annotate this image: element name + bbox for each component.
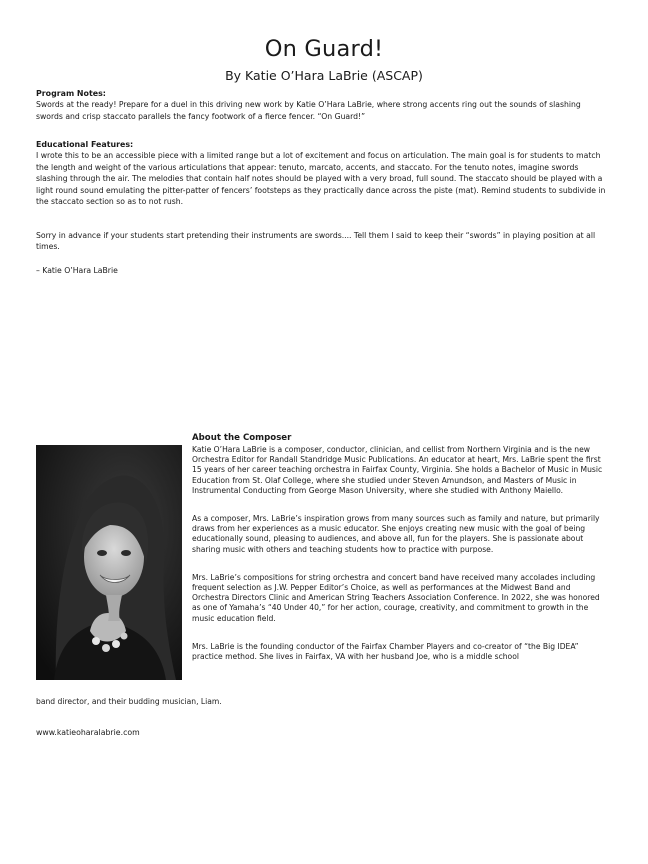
sorry-note-text: Sorry in advance if your students start pretending their instruments are swords.... Tell them I said to keep their “swords” in playing position at all times.: [36, 231, 596, 252]
byline: By Katie O’Hara LaBrie (ASCAP): [225, 68, 423, 83]
about-paragraph-4: Mrs. LaBrie is the founding conductor of the Fairfax Chamber Players and co-creator of “the Big IDEA” practice method. She lives in Fairfax, VA with her husband Joe, who is a middle school: [192, 641, 579, 662]
about-paragraph-4-continued: [36, 697, 610, 707]
website-link[interactable]: www.katieoharalabrie.com: [36, 728, 140, 737]
composer-photo: [36, 445, 182, 680]
educational-features-heading: Educational Features:: [36, 140, 134, 149]
sorry-note: [36, 230, 610, 253]
about-paragraph-1: Katie O’Hara LaBrie is a composer, conductor, clinician, and cellist from Northern Virginia and is the new Orchestra Editor for Randall Standridge Music Publications. An educator at heart, Mrs. LaBrie spent the first 15 years of her career teaching orchestra in Fairfax County, Virginia. She holds a Bachelor of Music in Music Education from St. Olaf College, where she studied under Steven Amundson, and Masters of Music in Instrumental Conducting from George Mason University, where she studied with Anthony Maiello.: [192, 445, 603, 495]
educational-features-section: [36, 139, 610, 207]
page-title: On Guard!: [264, 36, 384, 62]
program-notes-section: [36, 88, 610, 122]
composer-portrait-image: [36, 445, 182, 680]
signature: [36, 265, 610, 276]
about-composer-section: [192, 432, 610, 662]
about-paragraph-4-tail: band director, and their budding musician, Liam.: [36, 697, 222, 706]
about-paragraph-2: As a composer, Mrs. LaBrie’s inspiration grows from many sources such as family and nature, but primarily draws from her experiences as a music educator. She enjoys creating new music with the goal of being educationally sound, pleasing to audiences, and above all, fun for the players. She is passionate about sharing music with others and teaching students how to practice with purpose.: [192, 514, 600, 554]
program-notes-text: Swords at the ready! Prepare for a duel in this driving new work by Katie O’Hara LaBrie, where strong accents ring out the sounds of slashing swords and crisp staccato parallels the fancy footwork of a fierce fencer. “On Guard!”: [36, 100, 581, 121]
program-notes-heading: Program Notes:: [36, 89, 106, 98]
educational-features-text: I wrote this to be an accessible piece with a limited range but a lot of excitement and focus on articulation. The main goal is for students to match the length and weight of the various articulations that appear: tenuto, marcato, accents, and staccato. For the tenuto notes, imagine swords slashing through the air. The melodies that contain half notes should be played with a very broad, full sound. The staccato should be played with a light round sound emulating the pitter-patter of fencers’ footsteps as they practically dance across the piste (mat). Remind students to subdivide in the staccato section so as to not rush.: [36, 151, 606, 207]
about-paragraph-3: Mrs. LaBrie’s compositions for string orchestra and concert band have received many accolades including frequent selection as J.W. Pepper Editor’s Choice, as well as performances at the Midwest Band and Orchestra Directors Clinic and American String Teachers Association Conference. In 2022, she was honored as one of Yamaha’s “40 Under 40,” for her action, courage, creativity, and commitment to growth in the music education field.: [192, 572, 600, 623]
about-composer-heading: About the Composer: [192, 433, 292, 443]
signature-text: – Katie O’Hara LaBrie: [36, 266, 118, 275]
